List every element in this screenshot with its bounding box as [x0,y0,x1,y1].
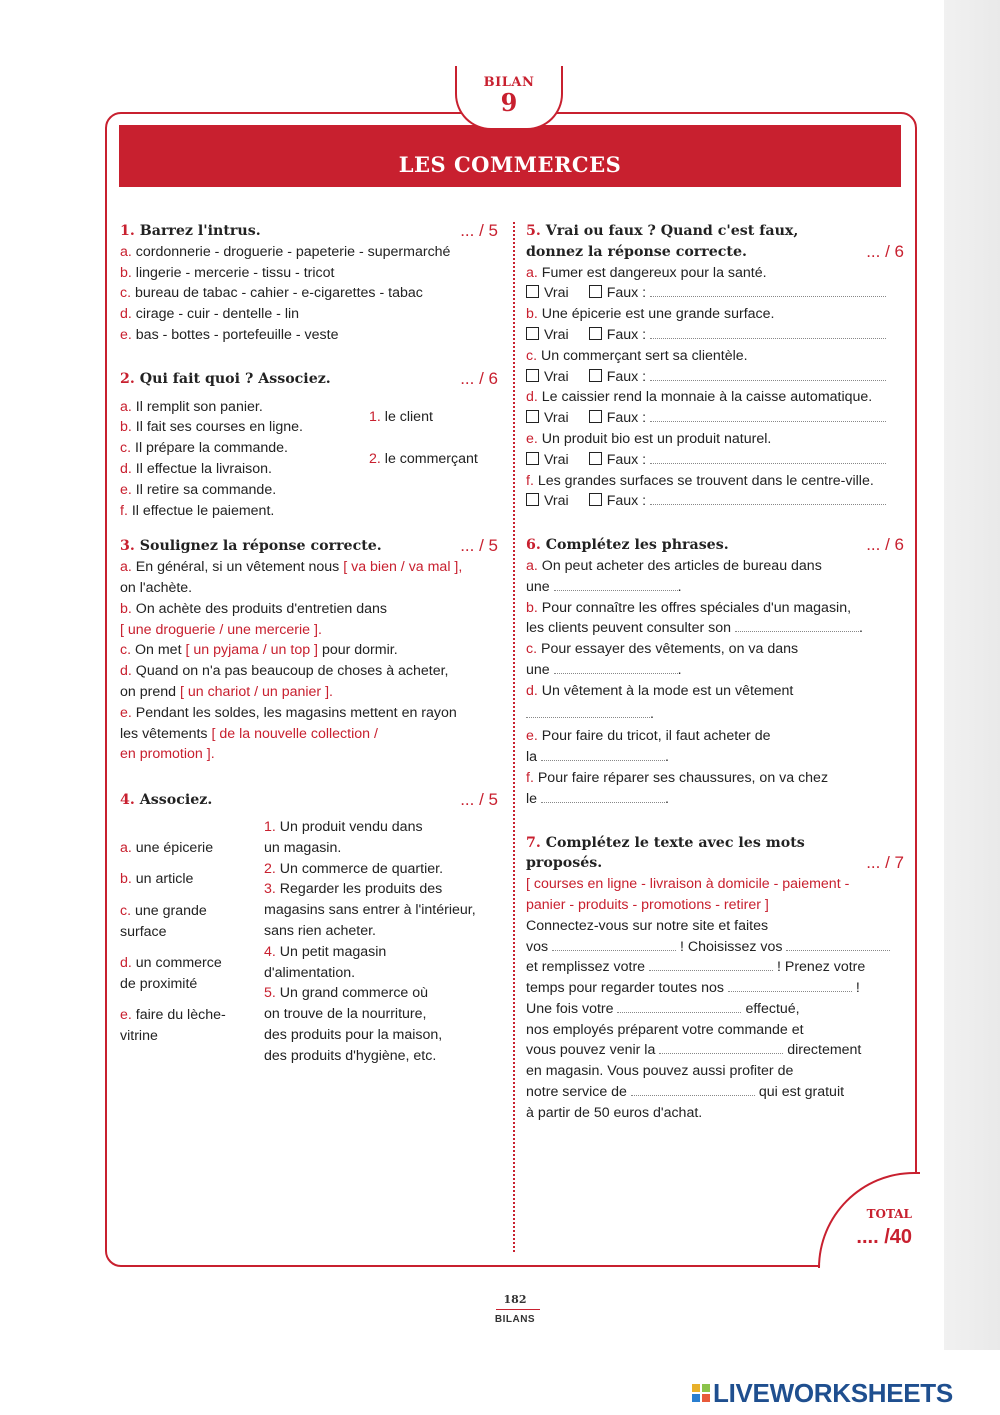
def-number: 5. [264,985,276,1002]
item-text: Les grandes surfaces se trouvent dans le centre-ville. [537,472,874,489]
def-text: un magasin. [264,839,342,856]
item-letter: c. [120,642,132,659]
item-letter: c. [526,641,538,658]
right-column [526,221,904,1124]
ex3-d-line1 [120,661,498,682]
ex2-body [120,397,498,522]
faux-correction-field[interactable] [650,492,886,505]
exercise-7-number: 7. [526,834,541,851]
ex6-e-line1 [526,726,904,747]
ex4-definitions [264,817,504,1067]
ex7-text: Une fois votre [526,1000,614,1017]
ex6-c-blank[interactable] [554,661,678,674]
ex7-text: notre service de [526,1084,627,1101]
item-letter: d. [120,306,132,323]
faux-label: Faux : [606,451,647,468]
item-letter: a. [120,559,132,576]
exercise-6 [526,535,904,809]
ex7-text-line4 [526,978,904,999]
ex3-b-line2 [120,620,498,641]
ex7-word-bank-line2: panier - produits - promotions - retirer ] [526,896,769,913]
ex7-blank-2[interactable] [786,938,890,951]
ex3-e-options-b[interactable]: en promotion ]. [120,746,215,763]
ex3-e-line2 [120,724,498,745]
vrai-checkbox[interactable] [526,410,539,423]
ex6-a-line2 [526,577,904,598]
item-text: . [677,578,682,595]
item-text: Un vêtement à la mode est un vêtement [541,682,794,699]
def-text: magasins sans entrer à l'intérieur, [264,902,476,919]
ex5-answer-row [526,325,904,346]
exercise-1 [120,221,498,346]
exercise-4-score: ... / 5 [460,790,498,810]
ex4-item-c[interactable] [120,901,207,943]
item-text: un article [135,870,194,887]
ex5-statement [526,471,904,492]
item-letter: d. [120,460,132,477]
def-text: Regarder les produits des [279,881,443,898]
exercise-7-title-line1: Complétez le texte avec les mots [545,834,805,851]
item-letter: b. [526,599,538,616]
item-letter: e. [526,430,538,447]
item-letter: d. [526,389,538,406]
item-text: . [665,790,669,807]
choice-text: le client [384,408,433,425]
exercise-5-number: 5. [526,223,541,239]
bilan-number: 9 [500,88,518,117]
exercise-4-number: 4. [120,792,135,809]
ex7-blank-7[interactable] [631,1083,755,1096]
ex6-c-line1 [526,639,904,660]
vrai-checkbox[interactable] [526,369,539,382]
exercise-7 [526,833,904,1124]
exercise-6-number: 6. [526,537,541,554]
ex3-b-line1 [120,599,498,620]
exercise-3-score: ... / 5 [460,536,498,556]
total-label: TOTAL [866,1207,912,1221]
logo-square [702,1394,710,1402]
faux-checkbox[interactable] [589,452,602,465]
ex7-text-line7 [526,1040,904,1061]
exercise-6-heading [526,535,904,556]
item-text: Pour connaître les offres spéciales d'un magasin, [541,599,852,616]
item-letter: a. [526,264,538,281]
bilan-tab [455,66,563,130]
choice-number: 1. [369,408,381,425]
item-text: On peut acheter des articles de bureau dans [541,557,822,574]
ex7-text: effectué, [745,1000,800,1017]
logo-square [692,1394,700,1402]
vrai-label: Vrai [544,368,569,385]
ex1-item-a[interactable] [120,242,498,263]
item-letter: e. [526,728,538,745]
vrai-label: Vrai [544,326,569,343]
ex6-d-blank[interactable] [526,705,650,718]
footer-rule [496,1309,540,1310]
ex5-statement [526,263,904,284]
ex7-text: vous pouvez venir la [526,1042,656,1059]
ex1-item-d[interactable] [120,304,498,325]
ex7-text: ! Prenez votre [776,959,866,976]
page-number: 182 [503,1293,527,1306]
def-text: des produits pour la maison, [264,1026,443,1043]
exercise-6-score: ... / 6 [866,535,904,555]
item-letter: f. [120,502,128,519]
page-edge-shadow [944,0,1000,1350]
faux-checkbox[interactable] [589,327,602,340]
faux-label: Faux : [606,368,647,385]
def-text: Un grand commerce où [279,985,429,1002]
ex5-answer-row [526,491,904,512]
ex4-def-3[interactable] [264,879,504,941]
exercise-5-heading [526,221,904,263]
item-text: . [859,620,863,637]
ex4-item-b[interactable] [120,869,193,890]
title-banner [119,125,901,187]
exercise-2-title: Qui fait quoi ? Associez. [139,370,331,387]
page-title: LES COMMERCES [398,152,622,177]
left-column [120,221,498,1077]
item-letter: d. [120,663,132,680]
exercise-1-number: 1. [120,223,135,239]
item-text: de proximité [120,975,198,992]
item-letter: b. [120,870,132,887]
liveworksheets-brand[interactable] [692,1378,953,1408]
ex4-body [120,817,498,1077]
item-text: Un commerçant sert sa clientèle. [541,347,748,364]
vrai-label: Vrai [544,285,569,302]
item-text: Pendant les soldes, les magasins mettent en rayon [135,704,457,721]
ex1-item-c[interactable] [120,283,498,304]
exercise-7-title-line2: proposés. [526,855,603,872]
exercise-3-number: 3. [120,538,135,555]
ex2-item-b[interactable] [120,417,498,438]
ex6-f-line1 [526,768,904,789]
ex6-a-line1 [526,556,904,577]
ex7-blank-5[interactable] [617,1000,741,1013]
ex7-text: ! [855,980,860,997]
item-text: Il remplit son panier. [135,398,263,415]
logo-square [702,1384,710,1392]
ex3-a-options[interactable]: [ va bien / va mal ], [343,559,463,576]
ex2-choice-1[interactable] [369,407,433,428]
item-letter: f. [526,769,534,786]
ex5-answer-row [526,367,904,388]
ex4-def-5[interactable] [264,983,504,1066]
exercise-5-title-line1: Vrai ou faux ? Quand c'est faux, [545,223,799,239]
def-number: 2. [264,860,276,877]
ex7-text-line5 [526,999,904,1020]
exercise-6-title: Complétez les phrases. [545,537,729,554]
ex6-c-line2 [526,660,904,681]
brand-name: LIVEWORKSHEETS [713,1377,953,1408]
bilan-label: BILAN [483,75,535,90]
ex4-def-2[interactable] [264,859,504,880]
ex4-def-4[interactable] [264,942,504,984]
ex6-e-blank[interactable] [541,748,665,761]
ex5-statement [526,304,904,325]
item-text: Le caissier rend la monnaie à la caisse automatique. [541,389,873,406]
item-text: Il effectue la livraison. [135,460,272,477]
item-text: Pour essayer des vêtements, on va dans [541,641,799,658]
item-text: Pour faire réparer ses chaussures, on va chez [537,769,829,786]
ex6-e-line2 [526,747,904,768]
ex6-f-line2 [526,789,904,810]
item-letter: a. [526,557,538,574]
item-text: on prend [120,683,177,700]
faux-label: Faux : [606,326,647,343]
exercise-2-number: 2. [120,370,135,387]
item-letter: e. [120,1006,132,1023]
item-text: faire du lèche- [135,1006,226,1023]
item-text: . [650,705,654,722]
faux-checkbox[interactable] [589,493,602,506]
ex2-item-a[interactable] [120,397,498,418]
ex4-item-e[interactable] [120,1005,226,1047]
ex6-b-blank[interactable] [735,619,859,632]
ex6-d-line1 [526,681,904,702]
vrai-checkbox[interactable] [526,452,539,465]
item-letter: c. [526,347,538,364]
item-text: Il effectue le paiement. [131,502,275,519]
ex4-item-a[interactable] [120,838,213,859]
item-text: On achète des produits d'entretien dans [135,600,387,617]
item-text: une grande [135,902,207,919]
ex6-a-blank[interactable] [554,578,678,591]
item-letter: b. [120,264,132,281]
def-text: Un commerce de quartier. [279,860,444,877]
item-letter: a. [120,839,132,856]
ex3-a-line1 [120,557,498,578]
exercise-3-heading [120,536,498,557]
choice-number: 2. [369,450,381,467]
item-letter: d. [526,682,538,699]
faux-label: Faux : [606,410,647,427]
exercise-4-heading [120,790,498,811]
footer-section: BILANS [494,1314,536,1325]
item-text: pour dormir. [321,642,398,659]
faux-checkbox[interactable] [589,410,602,423]
vrai-checkbox[interactable] [526,327,539,340]
def-number: 4. [264,943,276,960]
item-text: . [677,661,682,678]
item-text: Il prépare la commande. [135,440,288,457]
total-value: .... /40 [856,1226,912,1248]
ex1-item-e[interactable] [120,325,498,346]
liveworksheets-logo-icon [692,1384,710,1402]
vrai-label: Vrai [544,451,569,468]
def-number: 1. [264,818,276,835]
exercise-4 [120,790,498,1077]
ex6-b-line2 [526,618,904,639]
faux-label: Faux : [606,493,647,510]
exercise-5-title-line2: donnez la réponse correcte. [526,243,747,260]
ex2-item-e[interactable] [120,480,498,501]
ex5-statement [526,387,904,408]
item-text: Fumer est dangereux pour la santé. [541,264,767,281]
ex6-f-blank[interactable] [541,790,665,803]
item-text: cordonnerie - droguerie - papeterie - supermarché [135,243,451,260]
exercise-2-heading [120,369,498,390]
exercise-7-heading [526,833,904,875]
item-letter: c. [120,440,132,457]
item-text: la [526,749,538,766]
ex7-text: qui est gratuit [758,1084,845,1101]
ex6-d-line2 [526,704,904,725]
ex5-answer-row [526,408,904,429]
ex7-blank-1[interactable] [552,938,676,951]
item-text: bas - bottes - portefeuille - veste [135,326,339,343]
ex1-item-b[interactable] [120,263,498,284]
exercise-4-title: Associez. [139,792,213,809]
ex3-a-line2: on l'achète. [120,579,193,596]
ex4-def-1[interactable] [264,817,504,859]
item-letter: e. [120,481,132,498]
item-text: On met [135,642,182,659]
exercise-3 [120,536,498,765]
ex3-c-options[interactable]: [ un pyjama / un top ] [185,642,318,659]
item-text: bureau de tabac - cahier - e-cigarettes - tabac [135,285,423,302]
vrai-label: Vrai [544,410,569,427]
ex7-text-line8: en magasin. Vous pouvez aussi profiter de [526,1063,794,1080]
faux-correction-field[interactable] [650,368,886,381]
exercise-7-score: ... / 7 [866,853,904,873]
ex3-b-options[interactable]: [ une droguerie / une mercerie ]. [120,621,322,638]
ex7-text-line2 [526,937,904,958]
item-letter: a. [120,398,132,415]
ex7-blank-3[interactable] [649,958,773,971]
item-text: vitrine [120,1027,158,1044]
faux-label: Faux : [606,285,647,302]
ex7-word-bank-line1: [ courses en ligne - livraison à domicile - paiement - [526,876,850,893]
exercise-1-heading [120,221,498,242]
ex5-statement [526,346,904,367]
ex7-text-line1: Connectez-vous sur notre site et faites [526,917,769,934]
ex7-text-line10: à partir de 50 euros d'achat. [526,1104,703,1121]
ex7-text: ! Choisissez vos [679,938,783,955]
ex7-text: vos [526,938,549,955]
item-text: une [526,661,550,678]
logo-square [692,1384,700,1392]
exercise-2-score: ... / 6 [460,368,498,388]
ex7-text-line6: nos employés préparent votre commande et [526,1021,804,1038]
exercise-2 [120,369,498,522]
ex3-d-options[interactable]: [ un chariot / un panier ]. [179,683,333,700]
def-text: Un produit vendu dans [279,818,423,835]
def-text: d'alimentation. [264,964,356,981]
vrai-checkbox[interactable] [526,285,539,298]
ex2-choice-2[interactable] [369,449,478,470]
vrai-checkbox[interactable] [526,493,539,506]
ex5-list [526,263,904,513]
ex3-c-line [120,640,498,661]
item-text: Il fait ses courses en ligne. [135,419,303,436]
def-text: des produits d'hygiène, etc. [264,1047,437,1064]
exercise-3-title: Soulignez la réponse correcte. [139,538,382,555]
item-text: Quand on n'a pas beaucoup de choses à acheter, [135,663,449,680]
item-letter: a. [120,243,132,260]
exercise-1-title: Barrez l'intrus. [139,223,261,239]
item-text: . [665,749,669,766]
ex3-e-line1 [120,703,498,724]
item-letter: e. [120,704,132,721]
ex3-d-line2 [120,682,498,703]
item-letter: b. [120,600,132,617]
ex7-text: temps pour regarder toutes nos [526,980,724,997]
ex7-blank-4[interactable] [728,979,852,992]
ex4-item-d[interactable] [120,953,222,995]
ex2-item-f[interactable] [120,501,498,522]
item-text: Une épicerie est une grande surface. [541,306,775,323]
item-text: En général, si un vêtement nous [135,559,340,576]
ex7-text-line9 [526,1082,904,1103]
item-letter: c. [120,285,132,302]
ex7-text: et remplissez votre [526,959,646,976]
ex7-text: directement [787,1042,862,1059]
faux-correction-field[interactable] [650,284,886,297]
item-letter: c. [120,902,132,919]
ex5-answer-row [526,283,904,304]
faux-checkbox[interactable] [589,369,602,382]
ex5-answer-row [526,450,904,471]
faux-correction-field[interactable] [650,451,886,464]
ex6-b-line1 [526,598,904,619]
exercise-5-score: ... / 6 [866,241,904,261]
exercise-1-score: ... / 5 [460,221,498,240]
ex7-blank-6[interactable] [659,1041,783,1054]
item-letter: b. [526,306,538,323]
ex3-e-options-a[interactable]: [ de la nouvelle collection / [211,725,378,742]
exercise-5 [526,221,904,512]
choice-text: le commerçant [384,450,478,467]
vrai-label: Vrai [544,493,569,510]
item-text: surface [120,923,167,940]
faux-correction-field[interactable] [650,409,886,422]
item-text: les vêtements [120,725,208,742]
ex7-text-line3 [526,957,904,978]
item-text: lingerie - mercerie - tissu - tricot [135,264,335,281]
def-number: 3. [264,881,276,898]
item-text: un commerce [135,954,222,971]
item-text: Un produit bio est un produit naturel. [541,430,772,447]
item-letter: f. [526,472,534,489]
ex3-e-line3 [120,744,498,765]
ex5-statement [526,429,904,450]
def-text: Un petit magasin [279,943,387,960]
faux-checkbox[interactable] [589,285,602,298]
def-text: sans rien acheter. [264,922,376,939]
item-text: les clients peuvent consulter son [526,620,732,637]
item-letter: e. [120,326,132,343]
column-divider [513,222,515,1252]
item-text: Pour faire du tricot, il faut acheter de [541,728,771,745]
item-text: une épicerie [135,839,214,856]
item-text: le [526,790,538,807]
item-text: Il retire sa commande. [135,481,277,498]
item-text: une [526,578,550,595]
item-text: cirage - cuir - dentelle - lin [135,306,300,323]
def-text: on trouve de la nourriture, [264,1006,427,1023]
item-letter: d. [120,954,132,971]
item-letter: b. [120,419,132,436]
faux-correction-field[interactable] [650,326,886,339]
